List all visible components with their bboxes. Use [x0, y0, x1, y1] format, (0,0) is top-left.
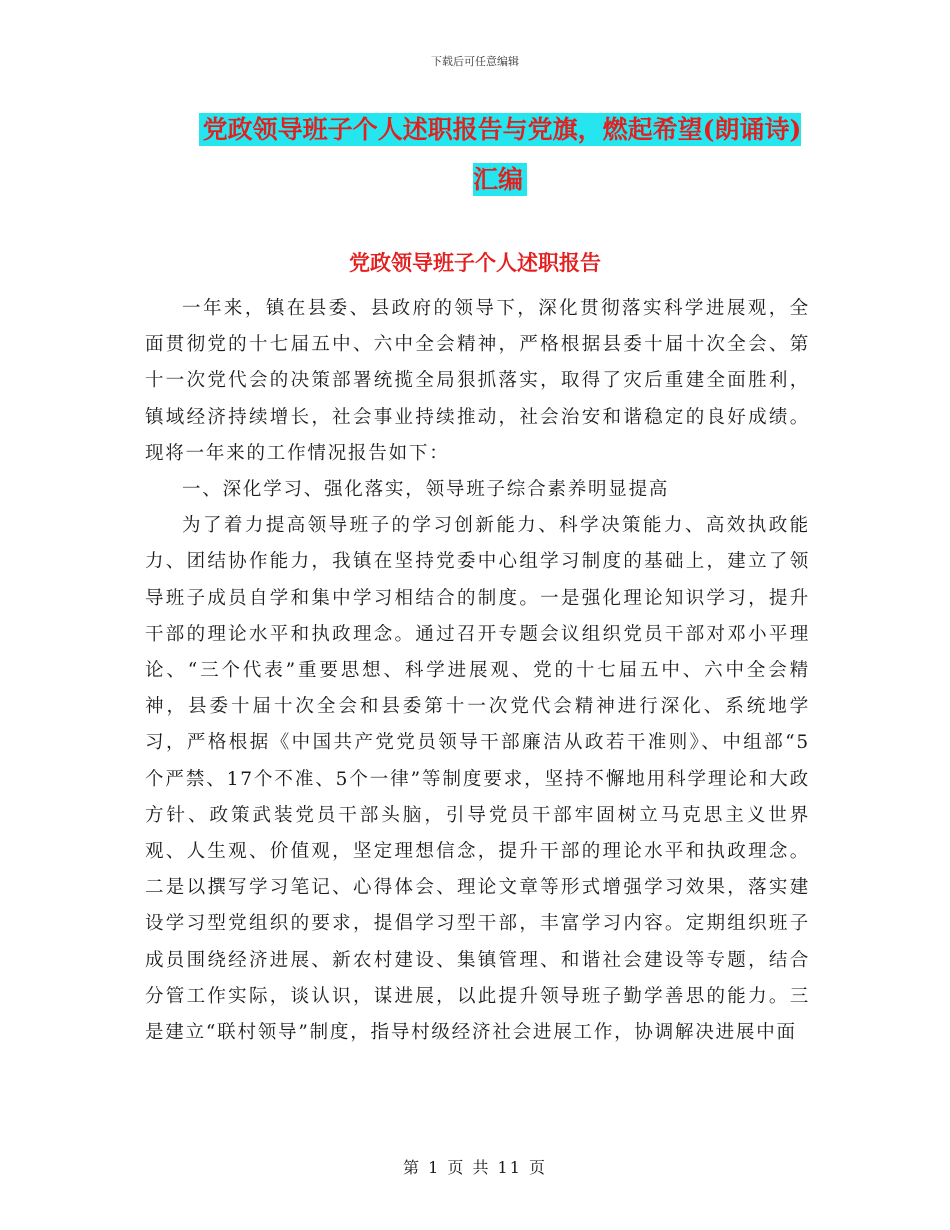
page-footer: 第 1 页 共 11 页 [403, 1158, 547, 1177]
document-title-text: 党政领导班子个人述职报告与党旗，燃起希望(朗诵诗)汇编 [199, 113, 802, 196]
paragraph-intro: 一年来，镇在县委、县政府的领导下，深化贯彻落实科学进展观，全面贯彻党的十七届五中、六中全会精神，严格根据县委十届十次全会、第十一次党代会的决策部署统揽全局狠抓落实，取得了灾后重建全面胜利，镇域经济持续增长，社会事业持续推动，社会治安和谐稳定的良好成绩。现将一年来的工作情况报告如下： [145, 298, 810, 464]
paragraph-heading-1: 一、深化学习、强化落实，领导班子综合素养明显提高 [182, 479, 670, 501]
section-title: 党政领导班子个人述职报告 [349, 250, 601, 275]
paragraph-study: 为了着力提高领导班子的学习创新能力、科学决策能力、高效执政能力、团结协作能力，我镇在坚持党委中心组学习制度的基础上，建立了领导班子成员自学和集中学习相结合的制度。一是强化理论知识学习，提升干部的理论水平和执政理念。通过召开专题会议组织党员干部对邓小平理论、“三个代表”重要思想、科学进展观、党的十七届五中、六中全会精神，县委十届十次全会和县委第十一次党代会精神进行深化、系统地学习，严格根据《中国共产党党员领导干部廉洁从政若干准则》、中组部“5个严禁、17个不准、5个一律”等制度要求，坚持不懈地用科学理论和大政方针、政策武装党员干部头脑，引导党员干部牢固树立马克思主义世界观、人生观、价值观，坚定理想信念，提升干部的理论水平和执政理念。二是以撰写学习笔记、心得体会、理论文章等形式增强学习效果，落实建设学习型党组织的要求，提倡学习型干部，丰富学习内容。定期组织班子成员围绕经济进展、新农村建设、集镇管理、和谐社会建设等专题，结合分管工作实际，谈认识，谋进展，以此提升领导班子勤学善思的能力。三是建立“联村领导”制度，指导村级经济社会进展工作，协调解决进展中面 [145, 515, 810, 1044]
document-body [145, 291, 810, 1051]
header-note: 下载后可任意编辑 [431, 55, 519, 68]
document-title [195, 105, 805, 205]
